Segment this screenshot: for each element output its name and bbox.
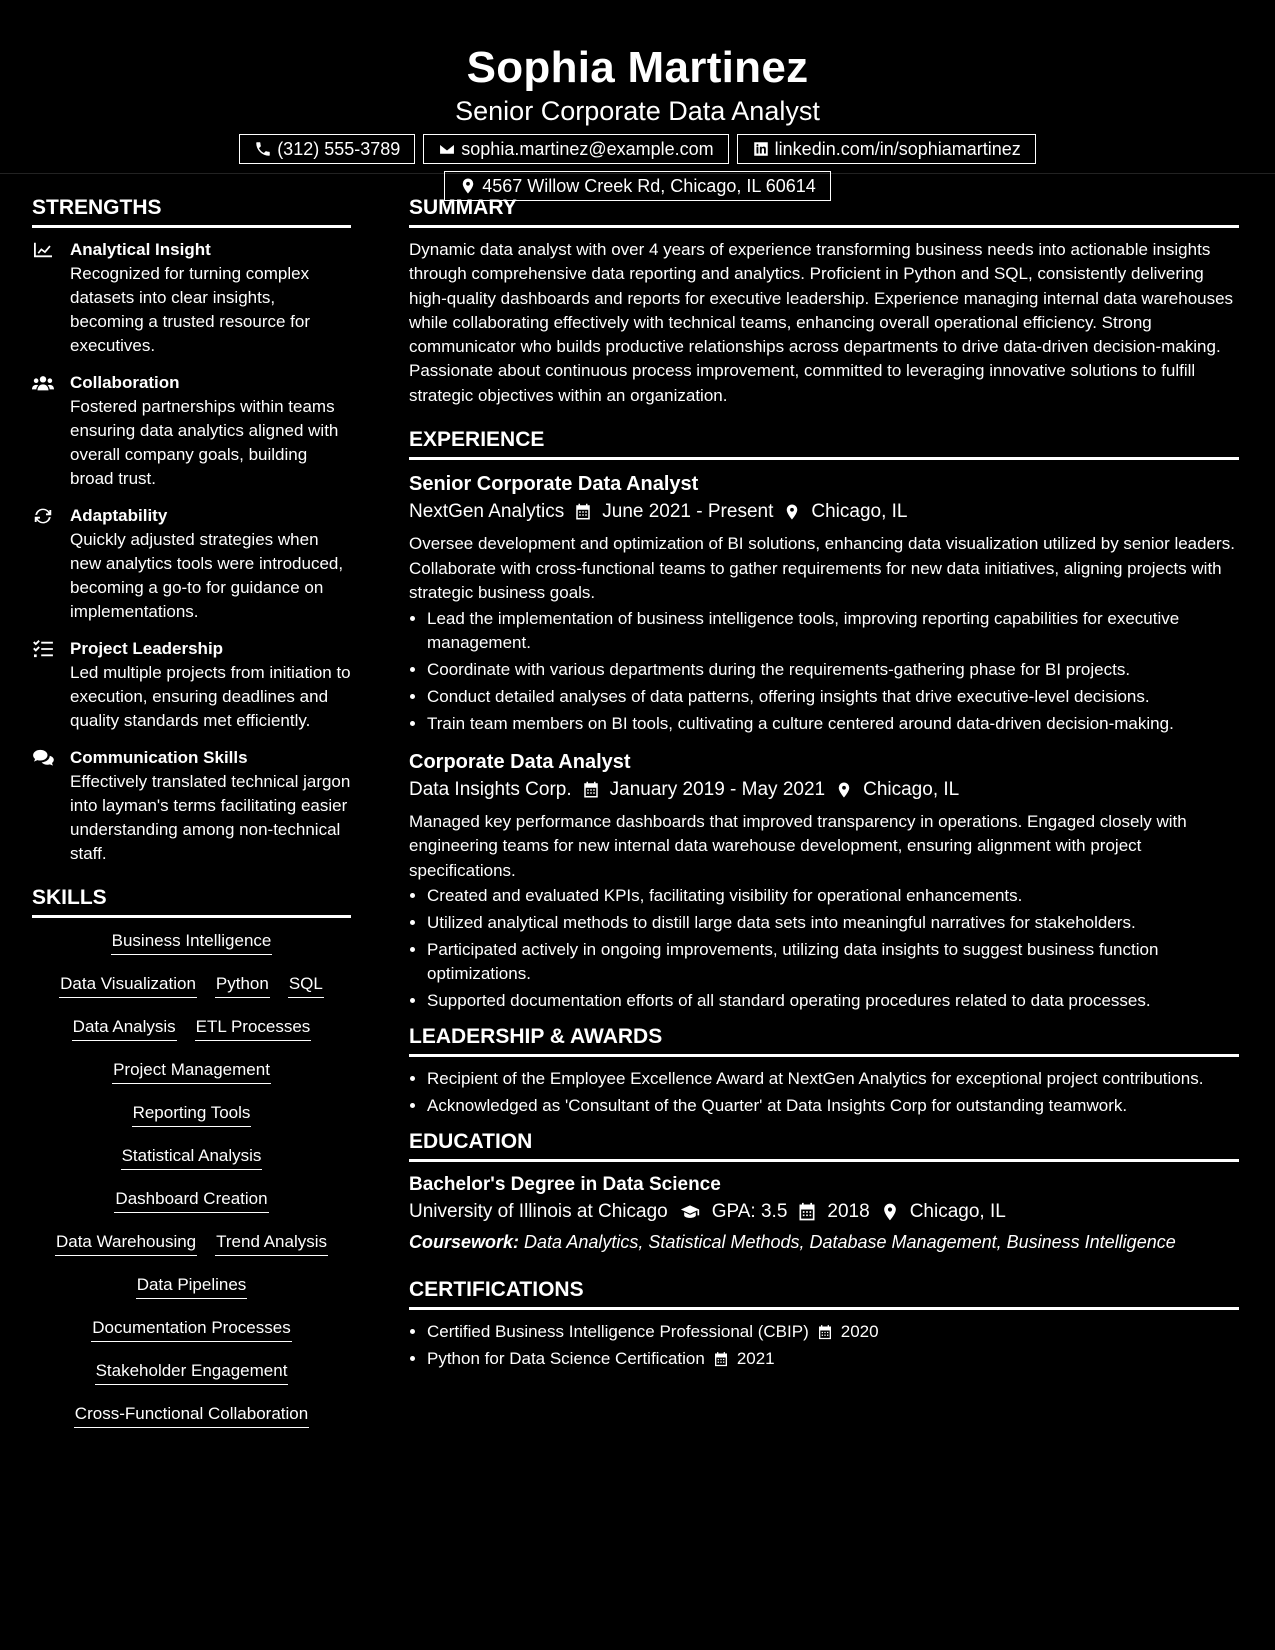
map-marker-icon: [880, 1202, 900, 1222]
email-chip[interactable]: [423, 134, 728, 164]
sync-icon: [32, 507, 54, 525]
skill-row: [32, 1401, 351, 1428]
strength-item: [32, 371, 351, 491]
job-bullet: • Train team members on BI tools, cultivating a culture centered around data-driven decision-making.: [427, 712, 1239, 736]
skill-tag: ETL Processes: [195, 1014, 312, 1041]
skill-tag: Stakeholder Engagement: [95, 1358, 289, 1385]
skill-tag: Data Analysis: [72, 1014, 177, 1041]
skill-tag: Data Visualization: [59, 971, 197, 998]
strengths-heading: STRENGTHS: [32, 194, 351, 228]
job-location: Chicago, IL: [863, 778, 960, 800]
certification-row: [427, 1320, 879, 1344]
job-bullet: • Coordinate with various departments during the requirements-gathering phase for BI projects.: [427, 658, 1239, 682]
linkedin-chip[interactable]: [737, 134, 1036, 164]
skill-row: [32, 1229, 351, 1256]
chart-line-icon: [32, 241, 54, 259]
certifications-list: [409, 1320, 1239, 1371]
coursework-label: Coursework:: [409, 1232, 520, 1253]
phone-text: (312) 555-3789: [277, 139, 401, 159]
comments-icon: [32, 749, 54, 767]
company-name: Data Insights Corp.: [409, 778, 572, 800]
certification-year: 2020: [840, 1322, 879, 1342]
skill-row: [32, 1358, 351, 1385]
job-entry: [409, 470, 1239, 736]
map-marker-icon: [459, 177, 477, 195]
awards-heading: LEADERSHIP & AWARDS: [409, 1023, 1239, 1057]
right-column: [409, 194, 1239, 1444]
map-marker-icon: [835, 780, 853, 800]
job-bullet: • Utilized analytical methods to distill large data sets into meaningful narratives for stakeholders.: [427, 911, 1239, 935]
calendar-icon: [713, 1351, 729, 1368]
email-text: sophia.martinez@example.com: [461, 139, 714, 159]
job-description: Oversee development and optimization of BI solutions, enhancing data visualization utilized by senior leaders. Collaborate with cross-functional teams to gather requirements for new data initiatives, aligning projects with strategic business goals.: [409, 534, 1235, 603]
skill-tag: Statistical Analysis: [121, 1143, 263, 1170]
strength-desc: Quickly adjusted strategies when new analytics tools were introduced, becoming a go-to for guidance on implementations.: [70, 530, 344, 621]
job-title: Corporate Data Analyst: [409, 750, 631, 773]
skills-heading: SKILLS: [32, 884, 351, 918]
summary-heading: SUMMARY: [409, 194, 1239, 228]
strength-item: [32, 637, 351, 733]
skill-row: [32, 1272, 351, 1299]
strength-item: [32, 238, 351, 358]
grad-year: 2018: [827, 1201, 870, 1223]
certification-name: • Python for Data Science Certification: [427, 1349, 705, 1369]
skill-tag: Trend Analysis: [215, 1229, 328, 1256]
map-marker-icon: [783, 502, 801, 522]
job-bullet: • Conduct detailed analyses of data patterns, offering insights that drive executive-level decisions.: [427, 685, 1239, 709]
coursework-text: Data Analytics, Statistical Methods, Database Management, Business Intelligence: [524, 1232, 1176, 1253]
certification-row: [427, 1347, 775, 1371]
strength-title: Collaboration: [70, 373, 180, 392]
education-meta: [409, 1198, 1239, 1226]
skill-row: [32, 1057, 351, 1084]
job-location: Chicago, IL: [811, 501, 908, 523]
left-column: [32, 194, 351, 1444]
skills-list: [32, 928, 351, 1428]
summary-text: Dynamic data analyst with over 4 years of experience transforming business needs into actionable insights through comprehensive data reporting and analytics. Proficient in Python and SQL, consistently delivering high-quality dashboards and reports for executive leadership. Experience managing internal data warehouses while collaborating effectively with technical teams, enhancing overall operational efficiency. Strong communicator who builds productive relationships across departments to drive data-driven decision-making. Passionate about continuous process improvement, committed to leveraging innovative solutions to fulfill strategic objectives within an organization.: [409, 240, 1234, 405]
strength-item: [32, 504, 351, 624]
degree-title: Bachelor's Degree in Data Science: [409, 1174, 721, 1196]
coursework: [409, 1230, 1239, 1254]
job-bullet: • Lead the implementation of business intelligence tools, improving reporting capabilities for executive management.: [427, 607, 1239, 655]
skill-row: [32, 1100, 351, 1127]
school-name: University of Illinois at Chicago: [409, 1201, 668, 1223]
strength-title: Project Leadership: [70, 639, 224, 658]
phone-chip[interactable]: [239, 134, 415, 164]
certification-item: [427, 1347, 1239, 1371]
candidate-title: Senior Corporate Data Analyst: [455, 96, 820, 126]
job-bullets: [409, 884, 1239, 1013]
jobs-list: [409, 470, 1239, 1013]
linkedin-icon: [752, 140, 770, 158]
job-title: Senior Corporate Data Analyst: [409, 473, 699, 496]
skill-tag: Python: [215, 971, 270, 998]
strength-desc: Recognized for turning complex datasets into clear insights, becoming a trusted resource for executives.: [70, 264, 311, 355]
job-bullets: [409, 607, 1239, 736]
calendar-icon: [574, 502, 592, 522]
education-heading: EDUCATION: [409, 1128, 1239, 1162]
skill-row: [32, 928, 351, 955]
skill-tag: SQL: [288, 971, 324, 998]
resume-header: [0, 0, 1275, 196]
awards-list: [409, 1067, 1239, 1118]
resume-body: [0, 194, 1275, 1444]
job-meta: [409, 776, 1239, 804]
strength-item: [32, 746, 351, 866]
experience-heading: EXPERIENCE: [409, 426, 1239, 460]
graduation-cap-icon: [678, 1202, 702, 1222]
strength-title: Adaptability: [70, 506, 168, 525]
skill-tag: Project Management: [112, 1057, 271, 1084]
job-bullet: • Participated actively in ongoing improvements, utilizing data insights to suggest business function optimizations.: [427, 938, 1239, 986]
skill-row: [32, 1143, 351, 1170]
education-location: Chicago, IL: [909, 1201, 1006, 1223]
tasks-icon: [32, 640, 54, 658]
job-entry: [409, 748, 1239, 1014]
calendar-icon: [817, 1324, 833, 1341]
address-text: 4567 Willow Creek Rd, Chicago, IL 60614: [482, 176, 816, 196]
strength-desc: Led multiple projects from initiation to execution, ensuring deadlines and quality standards met efficiently.: [70, 663, 351, 730]
skill-row: [32, 1315, 351, 1342]
skill-row: [32, 1014, 351, 1041]
phone-icon: [254, 140, 272, 158]
job-bullet: • Supported documentation efforts of all standard operating procedures related to data processes.: [427, 989, 1239, 1013]
calendar-icon: [797, 1202, 817, 1222]
certifications-heading: CERTIFICATIONS: [409, 1276, 1239, 1310]
job-bullet: • Created and evaluated KPIs, facilitating visibility for operational enhancements.: [427, 884, 1239, 908]
certification-item: [427, 1320, 1239, 1344]
skill-row: [32, 1186, 351, 1213]
skill-tag: Cross-Functional Collaboration: [74, 1401, 309, 1428]
award-item: • Recipient of the Employee Excellence Award at NextGen Analytics for exceptional project contributions.: [427, 1067, 1239, 1091]
strength-desc: Effectively translated technical jargon into layman's terms facilitating easier understanding among non-technical staff.: [70, 772, 351, 863]
calendar-icon: [582, 780, 600, 800]
award-item: • Acknowledged as 'Consultant of the Quarter' at Data Insights Corp for outstanding teamwork.: [427, 1094, 1239, 1118]
strength-title: Analytical Insight: [70, 240, 211, 259]
job-dates: June 2021 - Present: [602, 501, 774, 523]
certification-year: 2021: [736, 1349, 775, 1369]
gpa-text: GPA: 3.5: [711, 1201, 788, 1223]
job-meta: [409, 498, 1239, 526]
contact-row: [0, 134, 1275, 164]
envelope-icon: [438, 140, 456, 158]
skill-tag: Business Intelligence: [111, 928, 273, 955]
company-name: NextGen Analytics: [409, 501, 565, 523]
certification-name: • Certified Business Intelligence Professional (CBIP): [427, 1322, 809, 1342]
candidate-name: Sophia Martinez: [466, 43, 809, 92]
skill-tag: Data Warehousing: [55, 1229, 197, 1256]
skill-tag: Data Pipelines: [136, 1272, 248, 1299]
linkedin-text: linkedin.com/in/sophiamartinez: [774, 139, 1021, 159]
users-icon: [32, 374, 54, 392]
skill-tag: Dashboard Creation: [114, 1186, 268, 1213]
job-description: Managed key performance dashboards that improved transparency in operations. Engaged closely with engineering teams for new internal data warehouse development, ensuring alignment with project specifications.: [409, 811, 1187, 880]
skill-tag: Documentation Processes: [91, 1315, 291, 1342]
job-dates: January 2019 - May 2021: [609, 778, 826, 800]
strength-desc: Fostered partnerships within teams ensuring data analytics aligned with overall company goals, building broad trust.: [70, 397, 339, 488]
strength-title: Communication Skills: [70, 748, 248, 767]
skill-tag: Reporting Tools: [132, 1100, 252, 1127]
skill-row: [32, 971, 351, 998]
